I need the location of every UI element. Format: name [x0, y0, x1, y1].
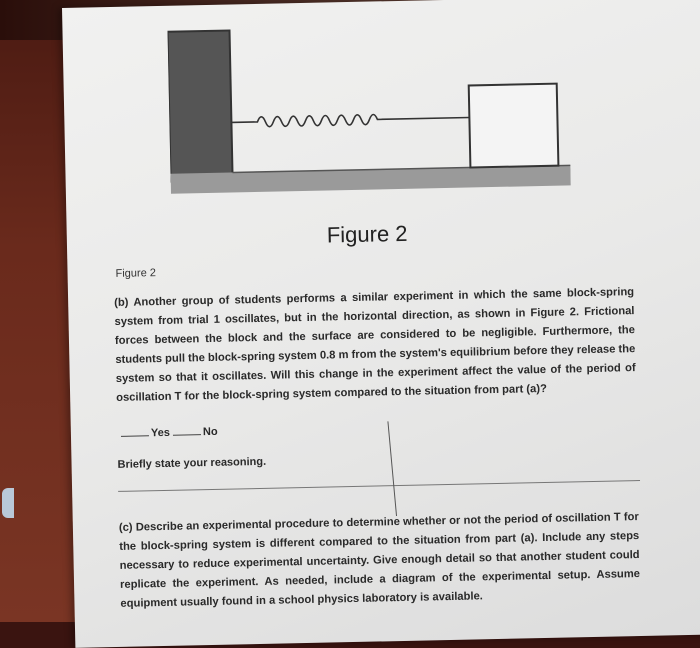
- yes-blank[interactable]: [121, 435, 149, 437]
- pen-mark: [387, 421, 397, 516]
- no-label: No: [202, 425, 218, 439]
- question-part-b: (b) Another group of students performs a similar experiment in which the same block-spring system from trial 1 oscillates, but in the horizontal direction, as shown in Figure 2. Frictional forces between the block and the surface are considered to be negligible. Furthermore, the students pull the block-spring system 0.8 m from the system's equilibrium before they release the system so that it oscillates. Will this change in the experiment affect the value of the period of oscillation T for the block-spring system compared to the situation from part (a)?: [114, 286, 636, 404]
- answer-line[interactable]: [118, 480, 640, 492]
- block-spring-diagram: [167, 17, 571, 200]
- no-blank[interactable]: [173, 434, 201, 436]
- figure-label-small: Figure 2: [115, 267, 157, 280]
- yes-label: Yes: [150, 426, 171, 440]
- question-part-c: (c) Describe an experimental procedure to determine whether or not the period of oscillation T for the block-spring system is different compared to the situation from part (a). Include any steps necessary to reduce experimental uncertainty. Give enough detail so that another student could replicate the experiment. As needed, include a diagram of the experimental setup. Assume equipment usually found in a school physics laboratory is available.: [118, 511, 641, 610]
- wall: [168, 30, 233, 181]
- yes-no-choice: [121, 426, 218, 440]
- clip-edge: [2, 488, 14, 518]
- spring: [231, 112, 469, 127]
- reasoning-prompt: Briefly state your reasoning.: [117, 455, 267, 471]
- worksheet-page: [62, 0, 700, 648]
- block: [469, 84, 559, 168]
- figure-caption: Figure 2: [326, 220, 408, 248]
